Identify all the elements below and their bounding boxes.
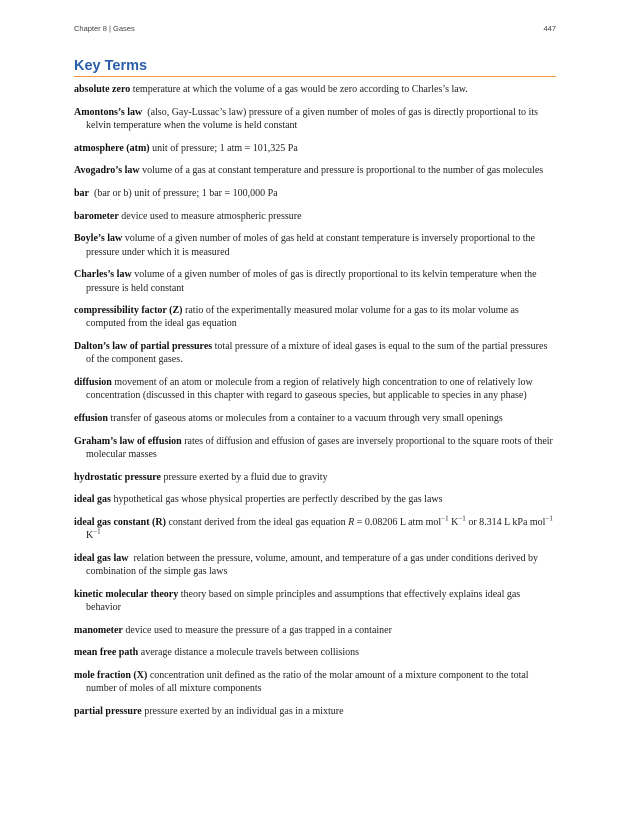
term-name: mean free path	[74, 647, 139, 659]
term-name: Charles’s law	[74, 269, 132, 281]
term-name: Avogadro’s law	[74, 165, 140, 177]
key-terms-list	[74, 83, 556, 728]
term-name: ideal gas constant (R)	[74, 516, 166, 528]
term-definition: theory based on simple principles and assumptions that effectively explains ideal gas behavior	[86, 588, 521, 613]
term-definition: device used to measure the pressure of a gas trapped in a container	[125, 624, 392, 636]
term-definition: volume of a gas at constant temperature and pressure is proportional to the number of gas molecules	[142, 165, 544, 177]
def-text: or 8.314 L kPa mol	[465, 516, 546, 528]
def-exponent: −1	[93, 527, 101, 536]
term-definition: rates of diffusion and effusion of gases are inversely proportional to the square roots of their molecular masses	[86, 435, 553, 460]
term-definition: average distance a molecule travels between collisions	[140, 647, 359, 659]
term-definition: (also, Gay-Lussac’s law) pressure of a given number of moles of gas is directly proportional to its kelvin temperature when the volume is held constant	[86, 106, 538, 131]
term-definition: total pressure of a mixture of ideal gases is equal to the sum of the partial pressures of the component gases.	[86, 341, 548, 366]
term-name: effusion	[74, 412, 108, 424]
term-name: mole fraction (X)	[74, 670, 148, 682]
term-entry	[74, 210, 556, 223]
term-name: ideal gas law	[74, 552, 129, 564]
term-entry	[74, 493, 556, 506]
term-name: manometer	[74, 624, 123, 636]
term-name: Amontons’s law	[74, 106, 143, 118]
term-name: Boyle’s law	[74, 233, 123, 245]
term-entry	[74, 232, 556, 258]
term-entry	[74, 142, 556, 155]
term-entry	[74, 624, 556, 637]
term-definition: hypothetical gas whose physical properties are perfectly described by the gas laws	[113, 494, 443, 506]
term-entry	[74, 435, 556, 461]
page-number: 447	[543, 24, 556, 33]
term-definition: pressure exerted by an individual gas in a mixture	[144, 706, 344, 717]
term-name: absolute zero	[74, 84, 131, 95]
def-exponent: −1	[458, 514, 466, 523]
term-name: ideal gas	[74, 494, 111, 506]
term-name: kinetic molecular theory	[74, 588, 179, 600]
def-text: K	[448, 516, 459, 528]
term-definition: movement of an atom or molecule from a region of relatively high concentration to one of relatively low concentration (discussed in this chapter with regard to gaseous species, but applicable to species in any phase)	[86, 377, 533, 402]
term-definition: transfer of gaseous atoms or molecules from a container to a vacuum through very small openings	[110, 412, 503, 424]
term-entry	[74, 471, 556, 484]
term-name: atmosphere (atm)	[74, 142, 150, 154]
term-entry	[74, 83, 556, 96]
def-variable: R	[348, 516, 355, 528]
term-definition: pressure exerted by a fluid due to gravity	[163, 471, 328, 483]
term-entry	[74, 516, 556, 542]
term-definition: volume of a given number of moles of gas held at constant temperature is inversely proportional to the pressure under which it is measured	[86, 233, 535, 258]
def-text: K	[86, 530, 94, 542]
term-entry	[74, 669, 556, 695]
term-name: barometer	[74, 210, 119, 222]
term-entry	[74, 304, 556, 330]
term-definition: ratio of the experimentally measured molar volume for a gas to its molar volume as computed from the ideal gas equation	[86, 305, 519, 330]
term-entry	[74, 187, 556, 200]
term-entry	[74, 705, 556, 718]
def-exponent: −1	[545, 514, 553, 523]
term-name: diffusion	[74, 377, 112, 389]
def-exponent: −1	[441, 514, 449, 523]
term-entry	[74, 646, 556, 659]
term-definition: concentration unit defined as the ratio of the molar amount of a mixture component to the total number of moles of all mixture components	[86, 670, 529, 695]
term-entry	[74, 268, 556, 294]
term-definition: relation between the pressure, volume, amount, and temperature of a gas under conditions derived by combination of the simple gas laws	[86, 552, 539, 578]
chapter-label: Chapter 8 | Gases	[74, 24, 135, 33]
term-name: hydrostatic pressure	[74, 471, 161, 483]
term-definition: temperature at which the volume of a gas would be zero according to Charles’s law.	[132, 84, 468, 95]
term-name: partial pressure	[74, 706, 142, 717]
term-name: compressibility factor (Z)	[74, 305, 183, 317]
term-entry	[74, 588, 556, 614]
term-entry	[74, 412, 556, 425]
term-entry	[74, 376, 556, 402]
term-name: Dalton’s law of partial pressures	[74, 341, 213, 353]
term-entry	[74, 552, 556, 578]
term-definition: volume of a given number of moles of gas is directly proportional to its kelvin temperature when the pressure is held constant	[86, 269, 537, 294]
page-header	[74, 24, 556, 36]
term-definition: unit of pressure; 1 atm = 101,325 Pa	[152, 142, 298, 154]
term-name: bar	[74, 188, 89, 200]
def-text: = 0.08206 L atm mol	[354, 516, 442, 528]
term-name: Graham’s law of effusion	[74, 435, 182, 447]
def-text: constant derived from the ideal gas equation	[168, 516, 349, 528]
term-entry	[74, 164, 556, 177]
term-entry	[74, 340, 556, 366]
term-definition: (bar or b) unit of pressure; 1 bar = 100,000 Pa	[94, 188, 278, 200]
term-entry	[74, 106, 556, 132]
term-definition: device used to measure atmospheric pressure	[121, 210, 302, 222]
section-title: Key Terms	[74, 58, 556, 77]
